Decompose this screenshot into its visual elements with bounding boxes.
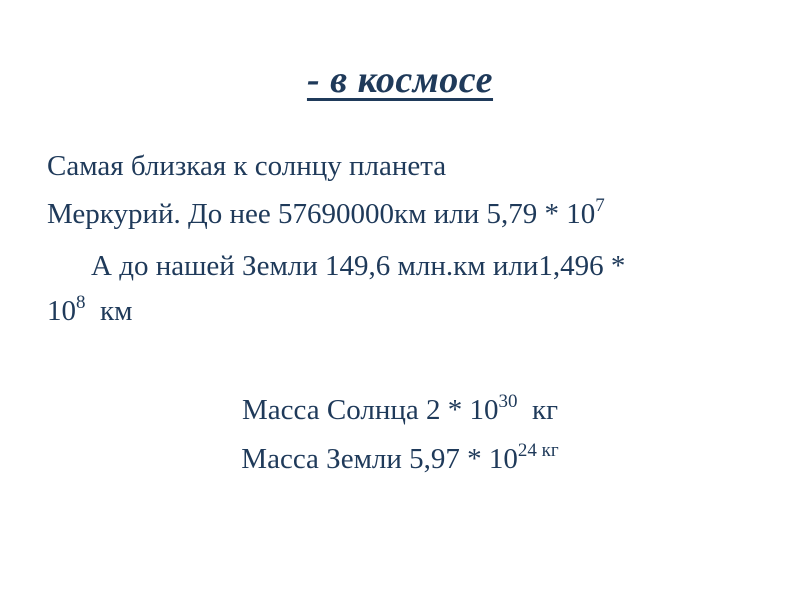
mercury-distance-text: Меркурий. До нее 57690000км или 5,79 * 10 <box>47 198 596 230</box>
text-line-closest-planet <box>47 152 446 181</box>
text-line-earth-distance-power <box>47 292 133 327</box>
earth-distance-exponent: 8 <box>76 292 86 313</box>
mercury-exponent: 7 <box>595 195 605 216</box>
text-line-sun-mass <box>0 391 800 426</box>
earth-distance-unit: км <box>100 295 133 327</box>
slide-title: - в космосе <box>306 59 494 101</box>
sun-mass-unit: кг <box>531 394 558 426</box>
text-line-earth-mass <box>0 440 800 475</box>
closest-planet-text: Самая близкая к солнцу планета <box>47 150 447 182</box>
earth-distance-base: 10 <box>47 295 76 327</box>
text-line-earth-distance <box>91 252 625 281</box>
earth-mass-text: Масса Земли 5,97 * 10 <box>241 443 518 475</box>
text-line-mercury-distance <box>47 195 605 230</box>
earth-mass-exponent: 24 кг <box>517 440 559 461</box>
sun-mass-exponent: 30 <box>498 391 518 412</box>
earth-distance-text: А до нашей Земли 149,6 млн.км или1,496 * <box>91 250 626 282</box>
sun-mass-text: Масса Солнца 2 * 10 <box>242 394 499 426</box>
